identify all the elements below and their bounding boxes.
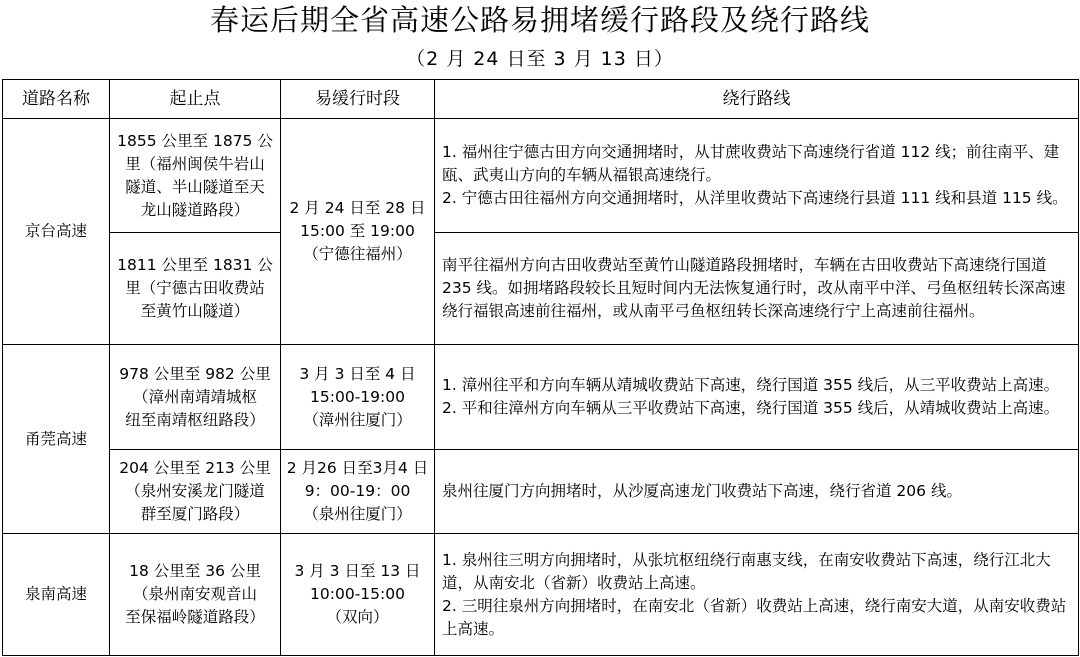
range-line: 1811 公里至 1831 公 — [117, 256, 273, 274]
time-line: （泉州往厦门） — [303, 505, 412, 523]
range-line: 至黄竹山隧道） — [140, 302, 250, 320]
range-line: （泉州安溪龙门隧道 — [125, 482, 265, 500]
header-detour: 绕行路线 — [435, 80, 1079, 119]
table-row — [3, 345, 1079, 450]
time-line: 10:00-15:00 — [310, 585, 405, 603]
detour-item: 2. 三明往泉州方向拥堵时，在南安北（省新）收费站上高速，绕行南安大道，从南安收费站上高速。 — [442, 596, 1067, 638]
time-line: 3 月 3 日至 4 日 — [299, 364, 416, 383]
range-cell — [110, 119, 281, 233]
table-row — [3, 233, 1079, 345]
time-line: （漳州往厦门） — [303, 410, 412, 429]
header-row — [3, 80, 1079, 119]
range-line: 204 公里至 213 公里 — [119, 459, 271, 477]
table-row — [3, 534, 1079, 656]
time-line: 2 月26 日至3月4 日 — [286, 459, 429, 477]
range-cell — [110, 450, 281, 534]
time-line: 15:00-19:00 — [310, 387, 405, 406]
range-cell — [110, 534, 281, 656]
range-line: 龙山隧道路段） — [140, 200, 250, 219]
detour-cell — [435, 233, 1079, 345]
detour-item: 2. 平和往漳州方向车辆从三平收费站下高速，绕行国道 355 线后，从靖城收费站上高速。 — [442, 399, 1060, 417]
header-range: 起止点 — [110, 80, 281, 119]
header-time: 易缓行时段 — [281, 80, 435, 119]
detour-cell — [435, 534, 1079, 656]
road-name-cell: 泉南高速 — [3, 534, 110, 656]
road-name-cell: 京台高速 — [3, 119, 110, 345]
time-cell — [281, 119, 435, 345]
table-row — [3, 119, 1079, 233]
range-cell — [110, 233, 281, 345]
detour-cell — [435, 119, 1079, 233]
range-line: （泉州南安观音山 — [132, 585, 257, 603]
range-cell — [110, 345, 281, 450]
time-line: 2 月 24 日至 28 日 — [289, 199, 426, 217]
range-line: 至保福岭隧道路段） — [125, 608, 265, 626]
time-line: 3 月 3 日至 13 日 — [294, 562, 421, 580]
time-cell — [281, 345, 435, 450]
time-line: （宁德往福州） — [303, 245, 412, 263]
range-line: 1855 公里至 1875 公 — [117, 131, 273, 150]
range-line: （漳州南靖靖城枢 — [132, 387, 257, 406]
range-line: 里（福州闽侯牛岩山 — [125, 154, 265, 173]
range-line: 群至厦门路段） — [140, 505, 250, 523]
document-subtitle: （2 月 24 日至 3 月 13 日） — [406, 48, 674, 70]
time-line: （双向） — [326, 608, 389, 626]
detour-item: 南平往福州方向古田收费站至黄竹山隧道路段拥堵时，车辆在古田收费站下高速绕行国道 235 线。如拥堵路段较长且短时间内无法恢复通行时，改从南平中洋、弓鱼枢纽转长深高速绕行福银高速前往福州，或从南平弓鱼枢纽转长深高速绕行宁上高速前往福州。 — [442, 256, 1066, 320]
header-road-name: 道路名称 — [3, 80, 110, 119]
detour-item: 1. 福州往宁德古田方向交通拥堵时，从甘蔗收费站下高速绕行省道 112 线；前往南平、建瓯、武夷山方向的车辆从福银高速绕行。 — [442, 143, 1060, 184]
road-name-cell: 甬莞高速 — [3, 345, 110, 534]
range-line: 纽至南靖枢纽路段） — [125, 410, 265, 429]
range-line: 978 公里至 982 公里 — [119, 364, 271, 383]
detour-cell — [435, 450, 1079, 534]
time-line: 15:00 至 19:00 — [300, 222, 415, 240]
document-title: 春运后期全省高速公路易拥堵缓行路段及绕行路线 — [209, 3, 870, 37]
time-line: 9：00-19：00 — [304, 482, 411, 500]
detour-item: 2. 宁德古田往福州方向交通拥堵时，从洋里收费站下高速绕行县道 111 线和县道 115 线。 — [442, 189, 1068, 207]
time-cell — [281, 534, 435, 656]
detour-item: 泉州往厦门方向拥堵时，从沙厦高速龙门收费站下高速，绕行省道 206 线。 — [442, 482, 962, 500]
table-row — [3, 450, 1079, 534]
range-line: 隧道、半山隧道至天 — [125, 177, 265, 196]
detour-item: 1. 泉州往三明方向拥堵时，从张坑枢纽绕行南惠支线，在南安收费站下高速，绕行江北大道，从南安北（省新）收费站上高速。 — [442, 550, 1051, 592]
detour-table — [2, 79, 1079, 656]
range-line: 里（宁德古田收费站 — [125, 279, 265, 297]
detour-item: 1. 漳州往平和方向车辆从靖城收费站下高速，绕行国道 355 线后，从三平收费站上高速。 — [442, 376, 1060, 394]
range-line: 18 公里至 36 公里 — [129, 562, 261, 580]
detour-cell — [435, 345, 1079, 450]
time-cell — [281, 450, 435, 534]
